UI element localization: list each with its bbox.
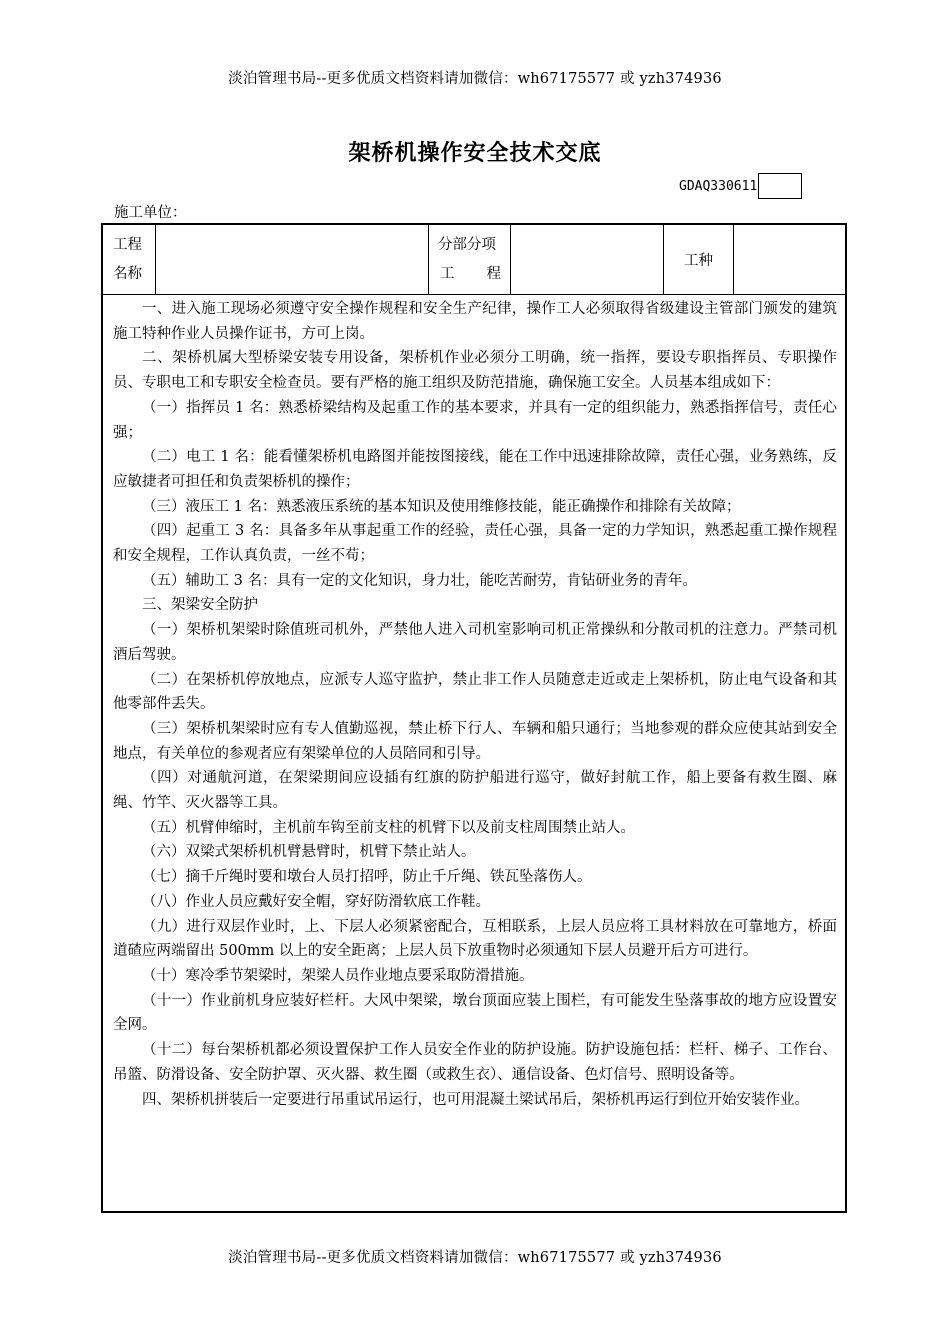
paragraph-5: （三）液压工 1 名：熟悉液压系统的基本知识及使用维修技能，能正确操作和排除有关故障；: [142, 498, 741, 515]
trade-label-cell: [664, 225, 734, 294]
paragraph-16: （八）作业人员应戴好安全帽，穿好防滑软底工作鞋。: [142, 893, 490, 910]
document-title: 架桥机操作安全技术交底: [348, 141, 602, 166]
paragraph-10: （二）在架桥机停放地点，应派专人巡守监护，禁止非工作人员随意走近或走上架桥机，防止电气设备和其他零部件丢失。: [113, 671, 837, 713]
document-code: GDAQ330611: [679, 178, 758, 194]
header-note: 淡泊管理书局--更多优质文档资料请加微信：wh67175577 或 yzh374936: [228, 71, 722, 87]
project-name-label-cell: [103, 225, 156, 294]
paragraph-8: 三、架梁安全防护: [142, 597, 258, 614]
paragraph-7: （五）辅助工 3 名：具有一定的文化知识，身力壮，能吃苦耐劳，肯钻研业务的青年。: [142, 572, 697, 589]
code-suffix-box[interactable]: [758, 173, 802, 199]
paragraph-9: （一）架桥机架梁时除值班司机外，严禁他人进入司机室影响司机正常操纵和分散司机的注意力。严禁司机酒后驾驶。: [113, 622, 837, 663]
paragraph-3: （一）指挥员 1 名：熟悉桥梁结构及起重工作的基本要求，并具有一定的组织能力，熟悉指挥信号，责任心强；: [113, 399, 837, 441]
table-header-row: [103, 225, 845, 295]
document-code-row: [679, 173, 802, 199]
disclosure-table: [101, 223, 847, 1213]
trade-value-cell[interactable]: [734, 225, 845, 294]
subproject-value-cell[interactable]: [511, 225, 664, 294]
subproject-label-line1: 分部分项: [438, 236, 496, 253]
paragraph-14: （六）双梁式架桥机机臂悬臂时，机臂下禁止站人。: [142, 844, 476, 861]
paragraph-6: （四）起重工 3 名：具备多年从事起重工作的经验，责任心强，具备一定的力学知识，熟悉起重工操作规程和安全规程，工作认真负责，一丝不苟；: [113, 523, 837, 565]
subproject-label-cell: [429, 225, 511, 294]
project-name-value-cell[interactable]: [156, 225, 429, 294]
paragraph-1: 一、进入施工现场必须遵守安全操作规程和安全生产纪律，操作工人必须取得省级建设主管部门颁发的建筑施工特种作业人员操作证书，方可上岗。: [113, 301, 837, 342]
footer-note: 淡泊管理书局--更多优质文档资料请加微信：wh67175577 或 yzh374936: [228, 1250, 722, 1266]
paragraph-20: （十二）每台架桥机都必须设置保护工作人员安全作业的防护设施。防护设施包括：栏杆、梯子、工作台、吊篮、防滑设备、安全防护罩、灭火器、救生圈（或救生衣）、通信设备、色灯信号、照明设备等。: [113, 1042, 837, 1083]
project-label-line2: 名称: [113, 265, 142, 282]
paragraph-11: （三）架桥机架梁时应有专人值勤巡视，禁止桥下行人、车辆和船只通行；当地参观的群众应使其站到安全地点，有关单位的参观者应有架梁单位的人员陪同和引导。: [113, 720, 837, 762]
paragraph-4: （二）电工 1 名：能看懂架桥机电路图并能按图接线，能在工作中迅速排除故障，责任心强，业务熟练，反应敏捷者可担任和负责架桥机的操作；: [113, 449, 837, 490]
paragraph-18: （十）寒冷季节架梁时，架梁人员作业地点要采取防滑措施。: [142, 967, 534, 984]
project-label-line1: 工程: [113, 236, 142, 253]
paragraph-2: 二、架桥机属大型桥梁安装专用设备，架桥机作业必须分工明确，统一指挥，要设专职指挥员、专职操作员、专职电工和专职安全检查员。要有严格的施工组织及防范措施，确保施工安全。人员基本组成如下：: [113, 350, 837, 392]
paragraph-21: 四、架桥机拼装后一定要进行吊重试吊运行，也可用混凝土梁试吊后，架桥机再运行到位开始安装作业。: [142, 1091, 809, 1108]
trade-label: 工种: [684, 253, 713, 269]
paragraph-15: （七）摘千斤绳时要和墩台人员打招呼，防止千斤绳、铁瓦坠落伤人。: [142, 869, 592, 886]
paragraph-19: （十一）作业前机身应装好栏杆。大风中架梁，墩台顶面应装上围栏，有可能发生坠落事故的地方应设置安全网。: [113, 992, 837, 1034]
paragraph-12: （四）对通航河道，在架梁期间应设插有红旗的防护船进行巡守，做好封航工作，船上要备有救生圈、麻绳、竹竿、灭火器等工具。: [113, 770, 837, 812]
paragraph-13: （五）机臂伸缩时，主机前车钩至前支柱的机臂下以及前支柱周围禁止站人。: [142, 819, 635, 836]
subproject-label-line2b: 程: [486, 265, 501, 282]
paragraph-17: （九）进行双层作业时，上、下层人必须紧密配合，互相联系，上层人员应将工具材料放在可靠地方，桥面道碴应两端留出 500mm 以上的安全距离；上层人员下放重物时必须通知下层人员避开后方可进行。: [113, 918, 837, 960]
construction-unit-label: 施工单位：: [114, 205, 187, 221]
subproject-label-line2a: 工: [440, 265, 455, 282]
disclosure-content: [103, 295, 845, 1112]
